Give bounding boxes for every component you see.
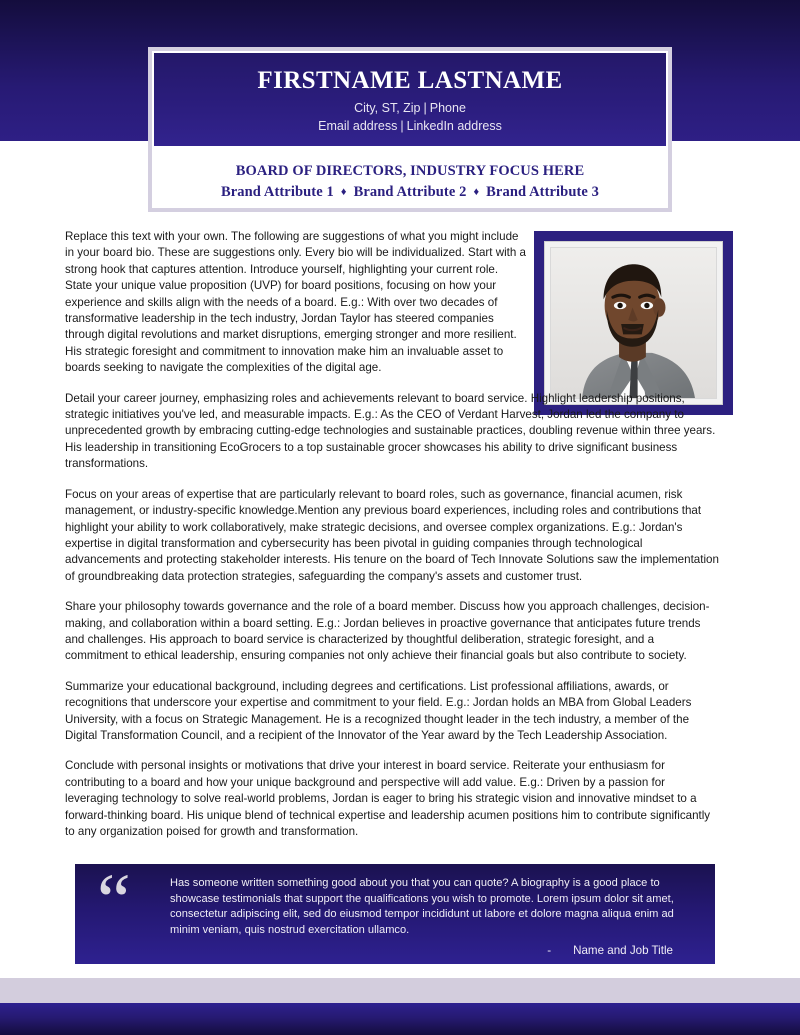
contact-phone: Phone [429, 101, 466, 115]
paragraph-5: Summarize your educational background, including degrees and certifications. List professional affiliations, awards, or recognitions that underscore your expertise and commitment to your field. E.g.: Jordan holds an MBA from Global Leaders University, with a focus on Strategic Management. He is a recognized thought leader in the tech industry, a member of the Digital Transformation Council, and a recipient of the Innovator of the Year award by the Tech Leadership Association. [65, 679, 692, 742]
quotation-mark-icon: “ [97, 859, 129, 943]
attribution-name: Name and Job Title [573, 944, 673, 958]
contact-line-email-linkedin [164, 117, 656, 135]
quote-text: Has someone written something good about you that you can quote? A biography is a good place to showcase testimonials that support the qualifications you wish to promote. Lorem ipsum dolor sit amet, consectetur adipiscing elit, sed do eiusmod tempor incididunt ut labore et dolore magna aliqua enim ad minim veniam, quis nostrud exercitation ullamco. [170, 877, 674, 936]
paragraph-1: Replace this text with your own. The following are suggestions of what you might include in your board bio. These are suggestions only. Every bio will be individualized. Start with a strong hook that captures attention. Introduce yourself, highlighting your current role. State your unique value proposition (UVP) for board positions, focusing on how your experience and skills align with the needs of a board. E.g.: With over two decades of transformative leadership in the tech industry, Jordan Taylor has steered companies through digital revolutions and market disruptions, emerging stronger and more resilient. His strategic foresight and commitment to innovation make him an invaluable asset to boards seeking to navigate the complexities of the digital age. [65, 230, 526, 375]
paragraph-3: Focus on your areas of expertise that are particularly relevant to board roles, such as governance, financial acumen, risk management, or industry-specific knowledge.Mention any previous board experiences, including roles and contributions that highlight your ability to work collaboratively, make strategic decisions, and oversee complex organizations. E.g.: Jordan's expertise in digital transformation and cybersecurity has been pivotal in guiding companies through technological advancements and protecting stakeholder interests. His tenure on the board of Tech Innovate Solutions saw the implementation of groundbreaking data protection strategies, safeguarding the company's assets and customer trust. [65, 487, 719, 583]
candidate-name: FIRSTNAME LASTNAME [257, 67, 563, 94]
attribution-dash: - [547, 944, 552, 958]
bottom-lavender-band [0, 978, 800, 1003]
brand-attribute-1: Brand Attribute 1 [220, 184, 334, 201]
brand-attributes [154, 182, 666, 203]
diamond-separator-icon-1: ♦ [340, 186, 347, 199]
body-content [65, 229, 720, 854]
role-title: BOARD OF DIRECTORS, INDUSTRY FOCUS HERE [235, 163, 585, 180]
header-box-inner-frame [152, 51, 668, 208]
contact-location: City, ST, Zip [354, 101, 421, 115]
contact-separator-2: | [400, 119, 404, 134]
diamond-separator-icon-2: ♦ [473, 186, 480, 199]
contact-linkedin: LinkedIn address [406, 119, 502, 134]
contact-line-location-phone [164, 99, 656, 117]
contact-separator-1: | [423, 101, 427, 115]
testimonial-quote-block [75, 859, 715, 964]
bottom-decorative-band [0, 1003, 800, 1035]
contact-email: Email address [318, 119, 398, 134]
paragraph-4: Share your philosophy towards governance and the role of a board member. Discuss how you approach challenges, decision-making, and collaboration within a board setting. E.g.: Jordan believes in proactive governance that anticipates future trends and challenges. His approach to board service is characterized by thoughtful deliberation, strategic foresight, and a commitment to ethical leadership, ensuring companies not only achieve their financial goals but also contribute to society. [65, 600, 710, 663]
brand-attribute-2: Brand Attribute 2 [353, 184, 467, 201]
quote-attribution [97, 944, 673, 957]
header-name-block [154, 53, 666, 146]
brand-attribute-3: Brand Attribute 3 [486, 184, 600, 201]
header-box [148, 47, 672, 212]
paragraph-6: Conclude with personal insights or motivations that drive your interest in board service. Reiterate your enthusiasm for contributing to a board and how your unique background and perspective will add value. E.g.: Driven by a passion for leveraging technology to solve real-world problems, Jordan is eager to bring his strategic vision and innovative mindset to a forward-thinking board. His unique blend of technical expertise and leadership acumen positions him to contribute significantly to any organization poised for growth and transformation. [65, 759, 711, 838]
paragraph-2: Detail your career journey, emphasizing roles and achievements relevant to board service. Highlight leadership positions, strategic initiatives you've led, and measurable impacts. E.g.: As the CEO of Verdant Harvest, Jordan led the company to unprecedented growth by embracing cutting-edge technologies and sustainable practices, doubling revenue within three years. His leadership in transitioning EcoGrocers to a top sustainable grocer showcases his ability to drive significant business transformations. [65, 391, 716, 471]
header-role-block [154, 146, 666, 206]
